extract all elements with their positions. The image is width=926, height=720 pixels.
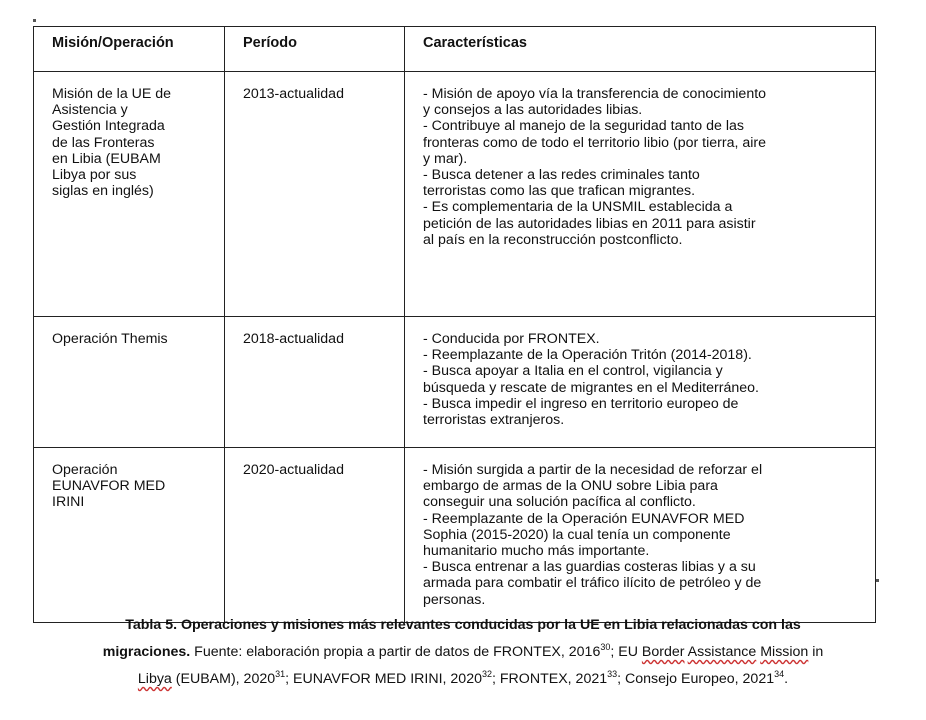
feature-line: búsqueda y rescate de migrantes en el Mediterráneo. [423,379,759,396]
mission-line: Libya por sus [52,167,137,184]
mission-line: en Libia (EUBAM [52,150,161,167]
table-row [34,448,876,623]
mission-cell [34,72,225,317]
header-mission: Misión/Operación [34,27,225,72]
feature-line: - Busca apoyar a Italia en el control, vigilancia y [423,363,723,380]
spellcheck-word: Border [641,644,685,660]
period-cell: 2020-actualidad [225,448,405,623]
features-cell [405,317,876,448]
header-features: Características [405,27,876,72]
caption-source-text: in [808,644,824,660]
mission-line: Asistencia y [52,102,128,119]
period-cell: 2013-actualidad [225,72,405,317]
feature-line: - Busca entrenar a las guardias costeras libias y a su [423,559,756,576]
spellcheck-word: Assistance [687,644,757,660]
caption-source-text: . [784,671,789,687]
caption-title: Tabla 5. Operaciones y misiones más relevantes conducidas por la UE en Libia relacionadas con las [125,617,801,633]
feature-line: - Misión surgida a partir de la necesidad de reforzar el [423,462,763,478]
feature-line: Sophia (2015-2020) la cual tenía un componente [423,526,731,543]
caption-source-text: ; EU [610,644,642,660]
footnote-ref: 31 [275,669,286,679]
features-cell [405,72,876,317]
table-row [34,317,876,448]
table-caption [30,612,896,693]
feature-line: conseguir una solución pacífica al conflicto. [423,494,696,511]
caption-source-text: ; EUNAVFOR MED IRINI, 2020 [285,671,482,687]
corner-mark-bottom-right [876,579,879,582]
caption-source-text: ; FRONTEX, 2021 [492,671,608,687]
header-period: Período [225,27,405,72]
spellcheck-word: Libya [137,671,172,687]
mission-line: Gestión Integrada [52,118,165,135]
feature-line: terroristas como las que trafican migrantes. [423,183,696,200]
mission-line: Misión de la UE de [52,86,172,102]
mission-line: IRINI [52,494,85,511]
feature-line: - Reemplazante de la Operación Tritón (2014-2018). [423,347,752,364]
table-row [34,72,876,317]
feature-line: petición de las autoridades libias en 2011 para asistir [423,215,756,232]
caption-source-text: Fuente: elaboración propia a partir de datos de FRONTEX, 2016 [190,644,601,660]
feature-line: - Misión de apoyo vía la transferencia de conocimiento [423,86,767,102]
mission-line: de las Fronteras [52,134,155,151]
feature-line: - Es complementaria de la UNSMIL establecida a [423,199,733,216]
mission-line: Operación Themis [52,331,168,347]
feature-line: - Reemplazante de la Operación EUNAVFOR MED [423,510,745,527]
operations-table [33,26,876,623]
mission-cell [34,448,225,623]
footnote-ref: 33 [607,669,618,679]
footnote-ref: 34 [774,669,785,679]
corner-mark-top-left [33,19,36,22]
feature-line: personas. [423,591,486,608]
footnote-ref: 30 [600,642,611,652]
feature-line: - Conducida por FRONTEX. [423,331,600,347]
table-header-row [34,27,876,72]
feature-line: y consejos a las autoridades libias. [423,102,643,119]
feature-line: embargo de armas de la ONU sobre Libia para [423,478,718,495]
feature-line: humanitario mucho más importante. [423,543,650,560]
feature-line: - Contribuye al manejo de la seguridad tanto de las [423,118,744,135]
spellcheck-word: Mission [760,644,809,660]
feature-line: fronteras como de todo el territorio libio (por tierra, aire [423,134,767,151]
feature-line: armada para combatir el tráfico ilícito de petróleo y de [423,575,762,592]
feature-line: y mar). [423,150,468,167]
feature-line: - Busca detener a las redes criminales tanto [423,167,700,184]
caption-source-text: ; Consejo Europeo, 2021 [617,671,775,687]
mission-line: Operación [52,462,118,478]
caption-title-end: migraciones. [102,644,191,660]
feature-line: terroristas extranjeros. [423,412,565,429]
features-cell [405,448,876,623]
mission-line: siglas en inglés) [52,183,154,200]
mission-line: EUNAVFOR MED [52,478,166,495]
footnote-ref: 32 [481,669,492,679]
feature-line: - Busca impedir el ingreso en territorio europeo de [423,395,739,412]
mission-cell [34,317,225,448]
feature-line: al país en la reconstrucción postconflicto. [423,231,683,248]
period-cell: 2018-actualidad [225,317,405,448]
caption-source-text: (EUBAM), 2020 [171,671,276,687]
